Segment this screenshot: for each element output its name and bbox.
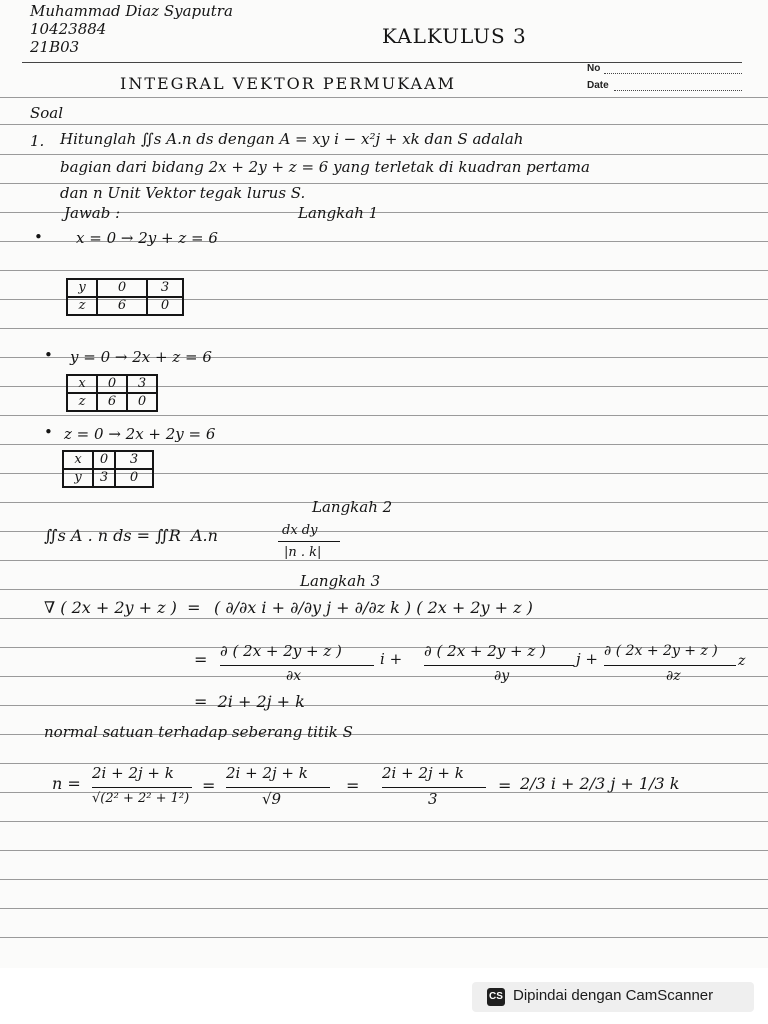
surface-integral-formula: ∬s A . n ds = ∬R A.n <box>44 526 218 545</box>
ruled-line <box>0 415 768 416</box>
table-cell: x <box>67 375 97 393</box>
step-1-label: Langkah 1 <box>298 204 379 222</box>
answer-label: Jawab : <box>64 204 121 222</box>
ruled-line <box>0 124 768 125</box>
ruled-line <box>0 444 768 445</box>
header-line <box>22 62 742 63</box>
equals-sign: = <box>194 650 208 669</box>
table-cell: 0 <box>115 469 153 487</box>
gradient-result: = 2i + 2j + k <box>194 692 305 711</box>
ruled-line <box>0 879 768 880</box>
ruled-line <box>0 560 768 561</box>
partial-y-suffix: j + <box>576 650 598 668</box>
bullet: • <box>44 346 53 364</box>
camscanner-logo-icon: CS <box>487 988 505 1006</box>
normal-vector-caption: normal satuan terhadap seberang titik S <box>44 723 353 741</box>
table-cell: y <box>67 279 97 297</box>
case-z0: z = 0 → 2x + 2y = 6 <box>64 425 216 443</box>
no-label: No <box>587 63 601 74</box>
student-npm: 10423884 <box>30 20 107 38</box>
fraction-bar <box>220 665 374 666</box>
step-2-label: Langkah 2 <box>312 498 393 516</box>
camscanner-text: Dipindai dengan CamScanner <box>513 987 714 1004</box>
fraction-bar <box>92 787 192 788</box>
step-3-label: Langkah 3 <box>300 572 381 590</box>
normal-3-denominator: 3 <box>428 790 438 808</box>
ruled-line <box>0 270 768 271</box>
fraction-bar <box>424 665 574 666</box>
formula-numerator: dx dy <box>282 523 318 538</box>
fraction-bar <box>382 787 486 788</box>
table-x0 <box>66 278 184 316</box>
case-y0: y = 0 → 2x + z = 6 <box>70 348 212 366</box>
partial-y-numerator: ∂ ( 2x + 2y + z ) <box>424 642 546 660</box>
table-cell: 6 <box>97 393 127 411</box>
ruled-line <box>0 154 768 155</box>
normal-lhs: n = <box>52 774 81 793</box>
table-cell: z <box>67 297 97 315</box>
section-label: Soal <box>30 104 64 122</box>
course-title: KALKULUS 3 <box>382 24 527 48</box>
problem-line-3: dan n Unit Vektor tegak lurus S. <box>60 184 306 202</box>
table-cell: 0 <box>93 451 115 469</box>
partial-x-suffix: i + <box>380 650 403 668</box>
ruled-line <box>0 589 768 590</box>
partial-x-numerator: ∂ ( 2x + 2y + z ) <box>220 642 342 660</box>
case-x0: x = 0 → 2y + z = 6 <box>76 229 218 247</box>
equals-sign: = <box>346 776 360 795</box>
ruled-line <box>0 676 768 677</box>
table-cell: 3 <box>93 469 115 487</box>
table-cell: 3 <box>147 279 183 297</box>
date-label: Date <box>587 80 609 91</box>
problem-number: 1. <box>30 132 45 150</box>
problem-line-2: bagian dari bidang 2x + 2y + z = 6 yang terletak di kuadran pertama <box>60 158 590 176</box>
ruled-line <box>0 97 768 98</box>
ruled-line <box>0 328 768 329</box>
ruled-line <box>0 937 768 938</box>
partial-z-numerator: ∂ ( 2x + 2y + z ) <box>604 643 718 659</box>
table-y0 <box>66 374 158 412</box>
ruled-line <box>0 821 768 822</box>
equals-sign: = <box>498 776 512 795</box>
table-cell: 6 <box>97 297 147 315</box>
table-cell: 3 <box>115 451 153 469</box>
table-cell: z <box>67 393 97 411</box>
normal-2-denominator: √9 <box>262 790 282 808</box>
table-cell: 0 <box>127 393 157 411</box>
partial-y-denominator: ∂y <box>494 668 510 684</box>
ruled-line <box>0 705 768 706</box>
partial-z-suffix: z <box>738 653 746 669</box>
table-cell: 0 <box>147 297 183 315</box>
fraction-bar <box>278 541 340 542</box>
problem-line-1: Hitunglah ∬s A.n ds dengan A = xy i − x²j + xk dan S adalah <box>60 130 524 148</box>
equals-sign: = <box>202 776 216 795</box>
table-cell: x <box>63 451 93 469</box>
ruled-line <box>0 908 768 909</box>
normal-1-numerator: 2i + 2j + k <box>92 764 174 782</box>
table-cell: 0 <box>97 279 147 297</box>
bullet: • <box>34 228 43 246</box>
gradient-operator: ( ∂/∂x i + ∂/∂y j + ∂/∂z k ) ( 2x + 2y + z ) <box>214 598 533 617</box>
fraction-bar <box>604 665 736 666</box>
table-cell: 3 <box>127 375 157 393</box>
partial-x-denominator: ∂x <box>286 668 302 684</box>
no-dotted-line <box>604 73 742 74</box>
topic-title: INTEGRAL VEKTOR PERMUKAAM <box>120 74 457 93</box>
fraction-bar <box>226 787 330 788</box>
table-cell: 0 <box>97 375 127 393</box>
normal-1-denominator: √(2² + 2² + 1²) <box>92 791 190 806</box>
ruled-line <box>0 618 768 619</box>
table-cell: y <box>63 469 93 487</box>
formula-denominator: |n . k| <box>284 545 322 560</box>
date-dotted-line <box>614 90 742 91</box>
gradient-lhs: ∇ ( 2x + 2y + z ) = <box>44 598 201 617</box>
partial-z-denominator: ∂z <box>666 668 681 684</box>
normal-3-numerator: 2i + 2j + k <box>382 764 464 782</box>
normal-final: 2/3 i + 2/3 j + 1/3 k <box>520 774 680 793</box>
bullet: • <box>44 423 53 441</box>
student-class: 21B03 <box>30 38 80 56</box>
table-z0 <box>62 450 154 488</box>
normal-2-numerator: 2i + 2j + k <box>226 764 308 782</box>
student-name: Muhammad Diaz Syaputra <box>30 2 233 20</box>
ruled-line <box>0 850 768 851</box>
